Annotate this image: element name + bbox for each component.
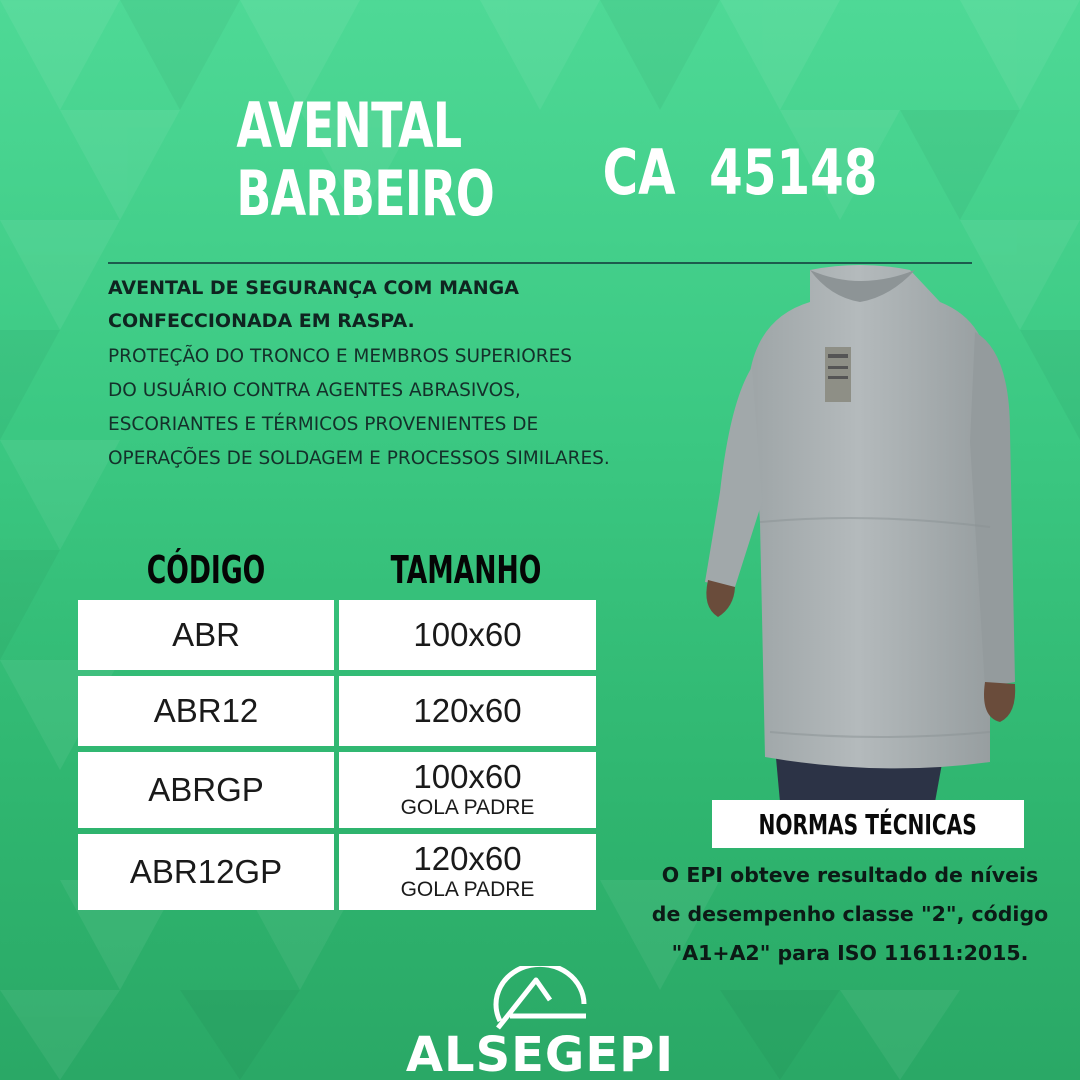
norms-heading-box bbox=[712, 800, 1024, 848]
table-cell-code bbox=[78, 752, 334, 828]
table-cell-size bbox=[339, 600, 596, 670]
norms-text bbox=[640, 856, 1060, 973]
product-title-line2: BARBEIRO bbox=[236, 157, 495, 230]
description-headline-line1: AVENTAL DE SEGURANÇA COM MANGA bbox=[108, 277, 519, 299]
size-value: 100x60 bbox=[413, 616, 522, 653]
size-note: GOLA PADRE bbox=[400, 796, 535, 819]
norms-heading: NORMAS TÉCNICAS bbox=[758, 807, 978, 841]
size-value: 120x60 bbox=[413, 692, 522, 729]
description-body-line: DO USUÁRIO CONTRA AGENTES ABRASIVOS, bbox=[108, 380, 521, 401]
description-body-line: OPERAÇÕES DE SOLDAGEM E PROCESSOS SIMILARES. bbox=[108, 448, 610, 469]
table-cell-code bbox=[78, 676, 334, 746]
code-value: ABR12 bbox=[153, 692, 259, 729]
norms-text-line: de desempenho classe "2", código bbox=[651, 902, 1049, 926]
description-headline-line2: CONFECCIONADA EM RASPA. bbox=[108, 310, 415, 332]
table-cell-size bbox=[339, 676, 596, 746]
code-value: ABRGP bbox=[148, 771, 264, 808]
size-value: 120x60 bbox=[413, 840, 522, 877]
description-body-line: ESCORIANTES E TÉRMICOS PROVENIENTES DE bbox=[108, 414, 539, 435]
table-cell-code bbox=[78, 600, 334, 670]
code-value: ABR bbox=[172, 616, 240, 653]
code-value: ABR12GP bbox=[129, 853, 283, 890]
norms-text-line: O EPI obteve resultado de níveis bbox=[661, 863, 1039, 887]
ca-number: CA 45148 bbox=[602, 136, 878, 209]
brand-logo-icon bbox=[488, 966, 592, 1034]
description-body-line: PROTEÇÃO DO TRONCO E MEMBROS SUPERIORES bbox=[108, 346, 573, 367]
brand-name: ALSEGEPI bbox=[405, 1027, 675, 1080]
size-value: 100x60 bbox=[413, 758, 522, 795]
size-note: GOLA PADRE bbox=[400, 878, 535, 901]
apron-photo bbox=[690, 262, 1080, 802]
norms-text-line: "A1+A2" para ISO 11611:2015. bbox=[671, 941, 1029, 965]
product-title-line1: AVENTAL bbox=[236, 89, 462, 162]
table-cell-code bbox=[78, 834, 334, 910]
product-description bbox=[108, 272, 708, 476]
table-cell-size bbox=[339, 752, 596, 828]
table-cell-size bbox=[339, 834, 596, 910]
column-header-code: CÓDIGO bbox=[146, 548, 266, 592]
product-title bbox=[236, 89, 495, 230]
column-header-size: TAMANHO bbox=[390, 548, 542, 592]
